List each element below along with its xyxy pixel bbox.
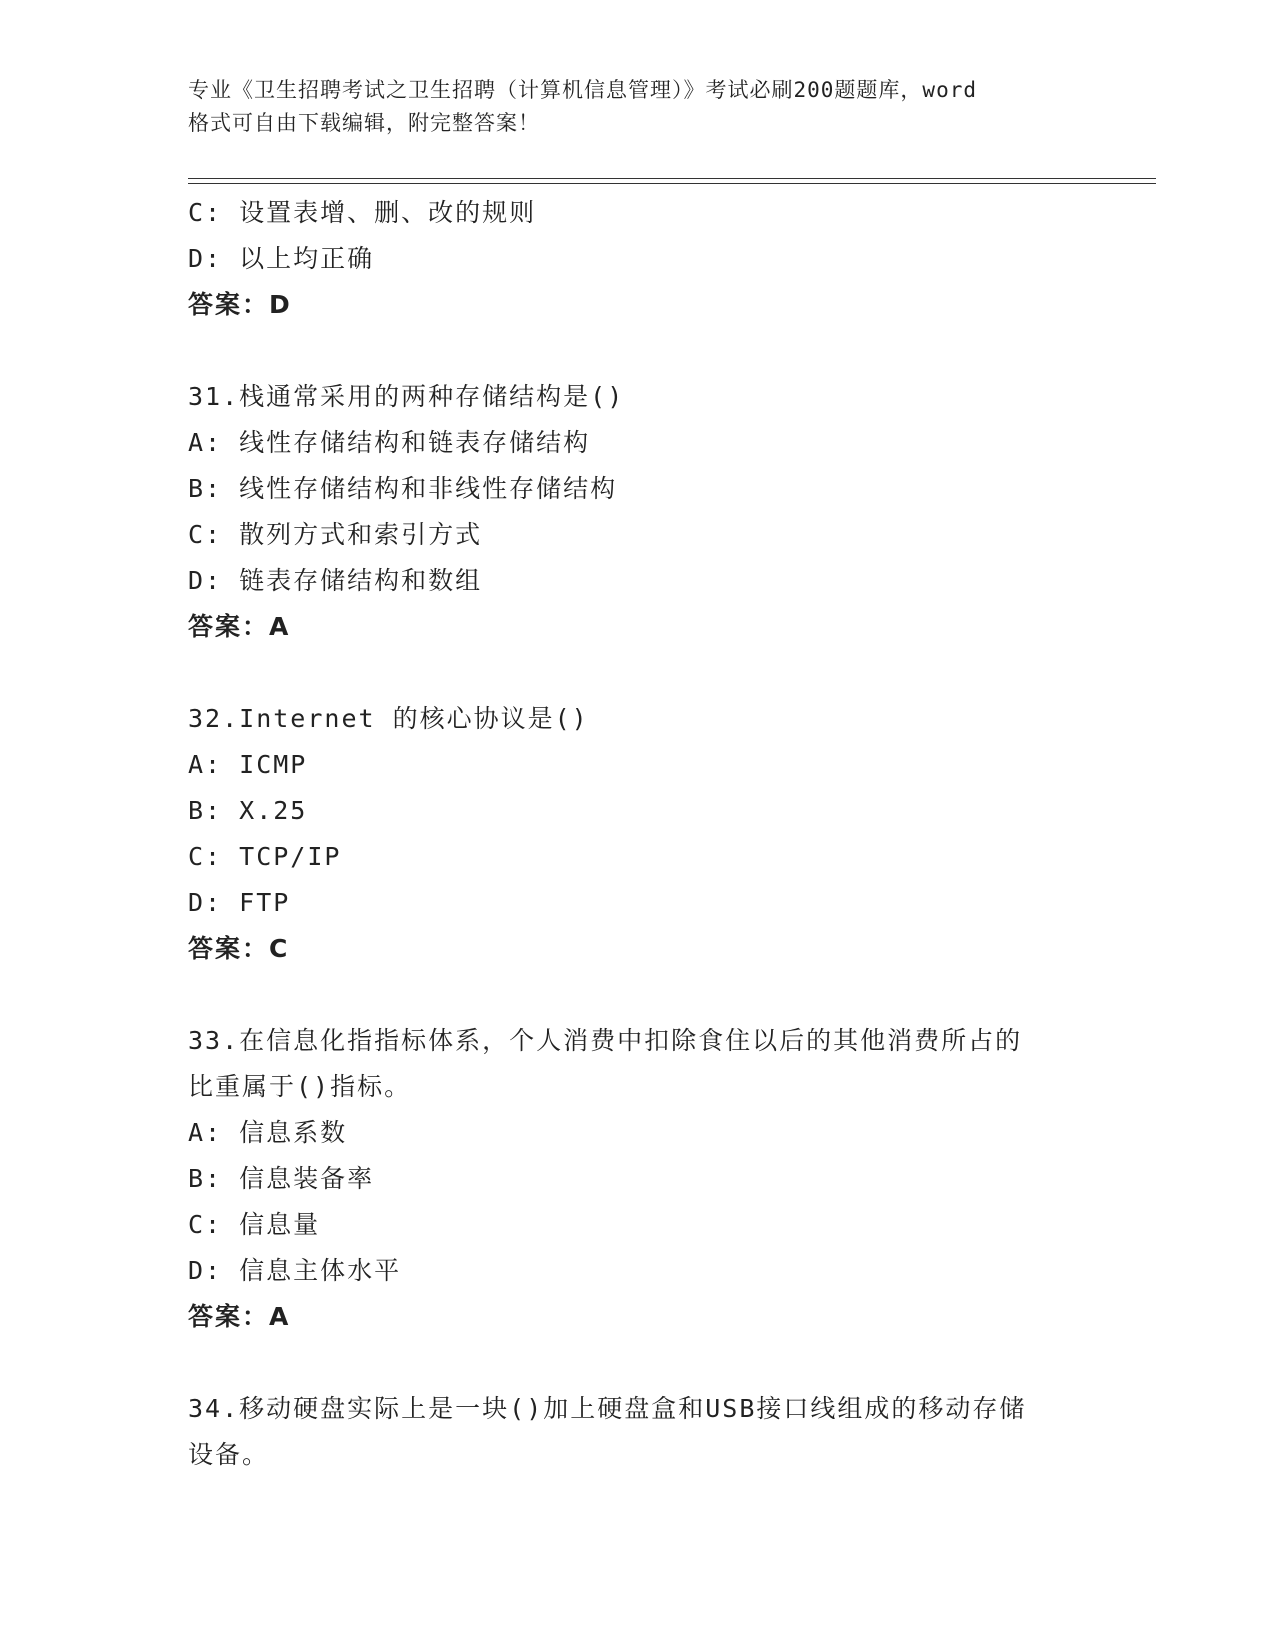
header-divider-bottom — [188, 183, 1156, 184]
option-c: C: 设置表增、删、改的规则 — [188, 198, 537, 227]
header-line-1: 专业《卫生招聘考试之卫生招聘（计算机信息管理）》考试必刷200题题库，word — [188, 78, 977, 102]
option-c: C: 信息量 — [188, 1210, 321, 1239]
question-text: 32.Internet 的核心协议是() — [188, 704, 589, 733]
option-c: C: 散列方式和索引方式 — [188, 520, 483, 549]
document-header — [188, 74, 1088, 140]
option-d: D: FTP — [188, 888, 291, 917]
question-block-32 — [188, 696, 1088, 972]
option-b: B: 信息装备率 — [188, 1164, 375, 1193]
option-d: D: 以上均正确 — [188, 244, 375, 273]
option-a: A: 线性存储结构和链表存储结构 — [188, 428, 591, 457]
question-text-line-2: 比重属于()指标。 — [188, 1072, 412, 1101]
option-d: D: 信息主体水平 — [188, 1256, 402, 1285]
question-text-line-1: 33.在信息化指指标体系，个人消费中扣除食住以后的其他消费所占的 — [188, 1026, 1023, 1055]
option-d: D: 链表存储结构和数组 — [188, 566, 483, 595]
question-text-line-1: 34.移动硬盘实际上是一块()加上硬盘盒和USB接口线组成的移动存储 — [188, 1394, 1027, 1423]
option-b: B: X.25 — [188, 796, 308, 825]
question-block-34 — [188, 1386, 1088, 1478]
question-text-line-2: 设备。 — [188, 1440, 270, 1469]
option-b: B: 线性存储结构和非线性存储结构 — [188, 474, 618, 503]
answer-label: 答案：C — [188, 934, 290, 963]
question-block-33 — [188, 1018, 1088, 1340]
answer-label: 答案：A — [188, 1302, 291, 1331]
option-a: A: ICMP — [188, 750, 308, 779]
answer-label: 答案：D — [188, 290, 292, 319]
question-list — [188, 190, 1088, 1478]
question-block-30 — [188, 190, 1088, 328]
header-line-2: 格式可自由下载编辑，附完整答案！ — [188, 111, 540, 135]
option-c: C: TCP/IP — [188, 842, 342, 871]
answer-label: 答案：A — [188, 612, 291, 641]
question-text: 31.栈通常采用的两种存储结构是() — [188, 382, 625, 411]
header-divider-top — [188, 178, 1156, 179]
option-a: A: 信息系数 — [188, 1118, 348, 1147]
question-block-31 — [188, 374, 1088, 650]
